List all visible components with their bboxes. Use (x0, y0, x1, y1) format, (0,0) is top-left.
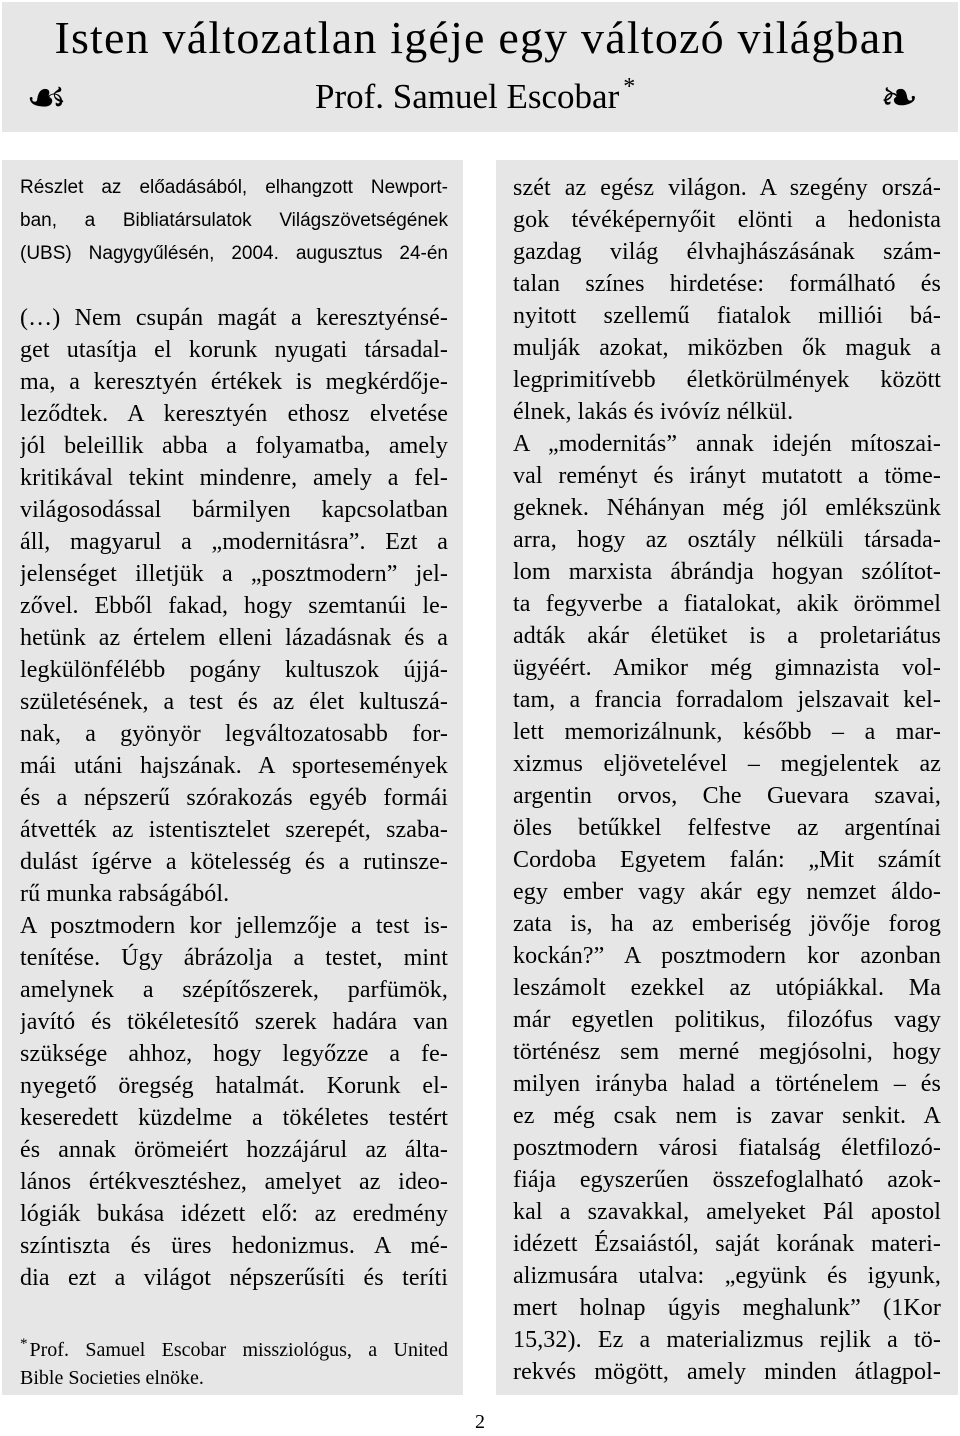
text-line: ban, a Bibliatársulatok Világszövetségének (20, 210, 448, 231)
text-line: áll, magyarul a „modernitásra”. Ezt a (20, 529, 448, 555)
text-line: színtiszta és üres hedonizmus. A mé- (20, 1233, 448, 1259)
article-title: Isten változatlan igéje egy változó világban (54, 12, 906, 63)
text-line: idézett Ézsaiástól, saját korának materi- (513, 1231, 941, 1257)
text-line: javító és tökéletesítő szerek hadára van (20, 1009, 448, 1035)
text-line: keseredett küzdelme a tökéletes testért (20, 1105, 448, 1131)
text-line: leződtek. A keresztyén ethosz elvetése (20, 401, 448, 427)
text-line: kritikával tekint mindenre, amely a fel- (20, 465, 448, 491)
footnote-line: Bible Societies elnöke. (20, 1367, 204, 1389)
text-line: xizmus eljövetelével – megjelentek az (513, 751, 941, 777)
paragraph (20, 302, 448, 910)
text-line: dulást ígérve a kötelesség és a rutinsze- (20, 849, 448, 875)
intro-lead (20, 171, 448, 270)
paragraph (513, 428, 941, 1388)
text-line: mái utáni hajszának. A sportesemények (20, 753, 448, 779)
text-line: szüksége ahhoz, hogy legyőzze a fe- (20, 1041, 448, 1067)
text-line: mulják azokat, miközben ők maguk a (513, 335, 941, 361)
text-line: arra, hogy az osztály nélküli társada- (513, 527, 941, 553)
text-line: Cordoba Egyetem falán: „Mit számít (513, 847, 941, 873)
footnote (20, 1336, 448, 1392)
text-line: kal a szavakkal, amelyeket Pál apostol (513, 1199, 941, 1225)
text-line: tenítése. Úgy ábrázolja a testet, mint (20, 945, 448, 971)
text-line: geknek. Néhányan még jól emlékszünk (513, 495, 941, 521)
text-line: adták akár életüket is a proletariátus (513, 623, 941, 649)
text-line: mert holnap úgyis meghalunk” (1Kor (513, 1295, 941, 1321)
text-line: Részlet az előadásából, elhangzott Newport- (20, 177, 448, 198)
text-line: jelenséget illetjük a „posztmodern” jel- (20, 561, 448, 587)
text-line: get utasítja el korunk nyugati társadal- (20, 337, 448, 363)
paragraph (20, 171, 448, 270)
text-line: világosodással bármilyen kapcsolatban (20, 497, 448, 523)
text-line: dia ezt a világot népszerűsíti és teríti (20, 1265, 448, 1291)
text-line: nyitott szellemű fiatalok milliói bá- (513, 303, 941, 329)
text-line: argentin orvos, Che Guevara szavai, (513, 783, 941, 809)
text-line: lett memorizálnunk, később – a mar- (513, 719, 941, 745)
footnote-marker: * (623, 74, 636, 100)
text-line: (UBS) Nagygyűlésén, 2004. augusztus 24-én (20, 243, 448, 264)
text-line: (…) Nem csupán magát a keresztyénsé- (20, 305, 448, 331)
text-line: leszámolt ezekkel az utópiákkal. Ma (513, 975, 941, 1001)
text-line: milyen irányba halad a történelem – és (513, 1071, 941, 1097)
text-line: gok tévéképernyőit elönti a hedonista (513, 207, 941, 233)
text-line: A „modernitás” annak idején mítoszai- (513, 431, 941, 457)
text-line: ta fegyverbe a fiatalokat, akik örömmel (513, 591, 941, 617)
right-column-text (513, 172, 941, 1388)
text-line: gazdag világ élvhajhászásának szám- (513, 239, 941, 265)
text-line: ez még csak nem is zavar senkit. A (513, 1103, 941, 1129)
text-line: nak, a gyönyör legváltozatosabb for- (20, 721, 448, 747)
author-name: Prof. Samuel Escobar (315, 77, 620, 116)
paragraph (513, 172, 941, 428)
text-line: és annak örömeiért hozzájárul az álta- (20, 1137, 448, 1163)
text-line: alizmusára utalva: „együnk és igyunk, (513, 1263, 941, 1289)
page-number: 2 (475, 1411, 485, 1433)
footnote-mark: * (20, 1336, 28, 1352)
text-line: kockán?” A posztmodern kor azonban (513, 943, 941, 969)
text-line: zővel. Ebből fakad, hogy szemtanúi le- (20, 593, 448, 619)
text-line: ügyéért. Amikor még gimnazista vol- (513, 655, 941, 681)
text-line: val reményt és irányt mutatott a töme- (513, 463, 941, 489)
text-line: rekvés mögött, amely minden átlagpol- (513, 1359, 941, 1385)
text-line: és a népszerű szórakozás egyéb formái (20, 785, 448, 811)
text-line: élnek, lakás és ivóvíz nélkül. (513, 399, 794, 425)
text-line: fiája egyszerűen összefoglalható azok- (513, 1167, 941, 1193)
text-line: lános értékvesztéshez, amelyet az ideo- (20, 1169, 448, 1195)
text-line: nyegető öregség hatalmát. Korunk el- (20, 1073, 448, 1099)
text-line: lom marxista ábrándja hogyan szólítot- (513, 559, 941, 585)
text-line: hetünk az értelem elleni lázadásnak és a (20, 625, 448, 651)
byline (315, 75, 635, 119)
text-line: tam, a francia forradalom jelszavait kel- (513, 687, 941, 713)
text-line: jól beleillik abba a folyamatba, amely (20, 433, 448, 459)
text-line: lógiák bukása idézett elő: az eredmény (20, 1201, 448, 1227)
text-line: zata is, ha az emberiség jövője forog (513, 911, 941, 937)
floral-heart-left-icon (26, 70, 67, 124)
text-line: átvették az istentisztelet szerepét, szaba- (20, 817, 448, 843)
text-line: szét az egész világon. A szegény orszá- (513, 175, 941, 201)
text-line: posztmodern városi fiatalság életfilozó- (513, 1135, 941, 1161)
text-line: születésének, a test és az élet kultuszá- (20, 689, 448, 715)
text-line: egy ember vagy akár egy nemzet áldo- (513, 879, 941, 905)
floral-heart-right-icon (880, 70, 919, 124)
text-line: történész sem merné megjósolni, hogy (513, 1039, 941, 1065)
footnote-text: Prof. Samuel Escobar missziológus, a United (29, 1339, 448, 1361)
text-line: már egyetlen politikus, filozófus vagy (513, 1007, 941, 1033)
footnote-line (20, 1336, 448, 1364)
text-line: talan színes hirdetése: formálható és (513, 271, 941, 297)
text-line: 15,32). Ez a materializmus rejlik a tö- (513, 1327, 941, 1353)
paragraph (20, 910, 448, 1294)
text-line: legprimitívebb életkörülmények között (513, 367, 941, 393)
left-column-text (20, 302, 448, 1294)
text-line: öles betűkkel felfestve az argentínai (513, 815, 941, 841)
text-line: rű munka rabságából. (20, 881, 230, 907)
text-line: amelynek a szépítőszerek, parfümök, (20, 977, 448, 1003)
text-line: ma, a keresztyén értékek is megkérdője- (20, 369, 448, 395)
text-line: legkülönfélébb pogány kultuszok újjá- (20, 657, 448, 683)
text-line: A posztmodern kor jellemzője a test is- (20, 913, 448, 939)
